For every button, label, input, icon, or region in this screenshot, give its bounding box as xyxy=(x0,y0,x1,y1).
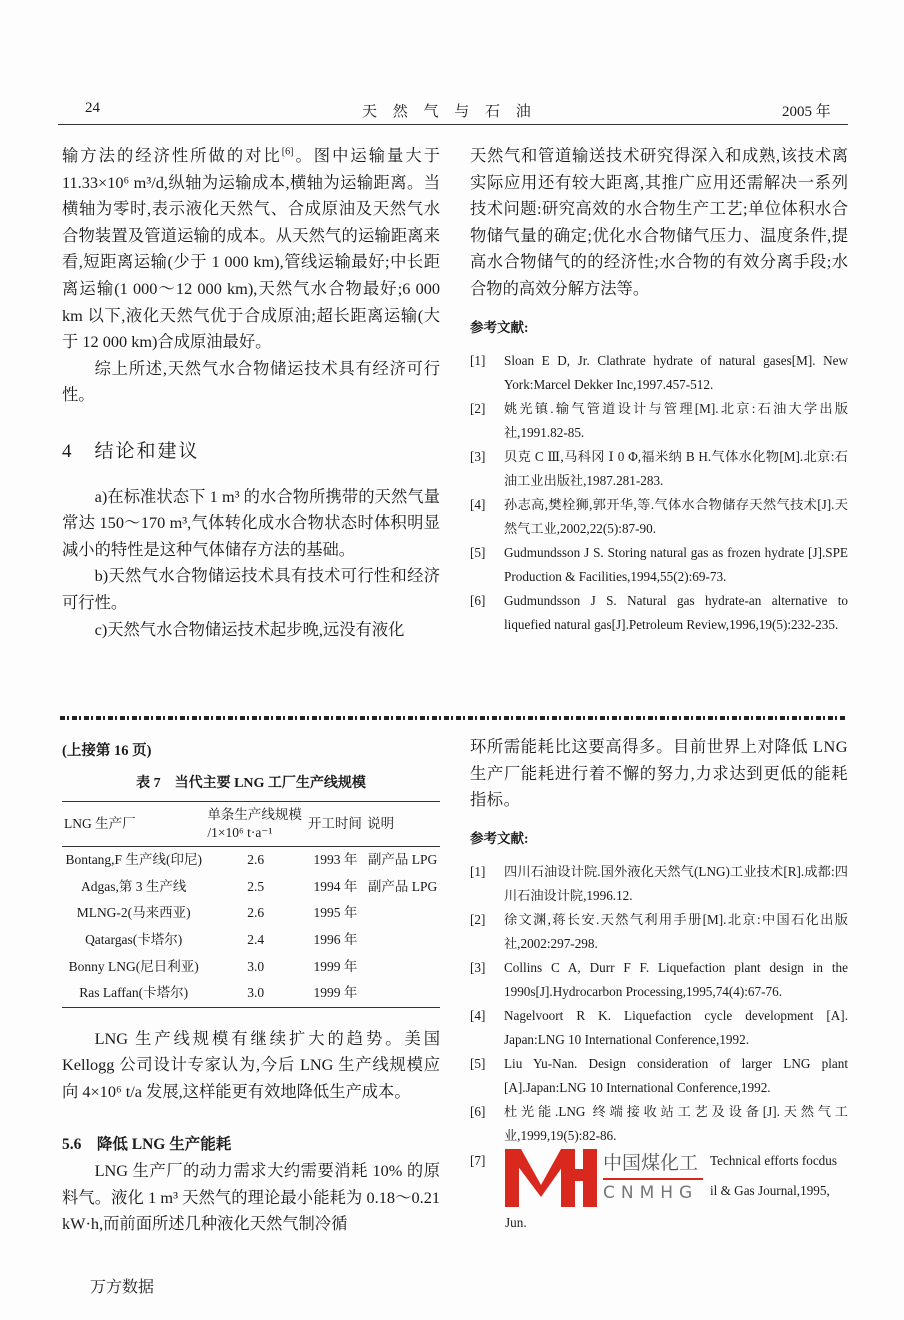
column-header xyxy=(205,802,306,847)
paragraph xyxy=(62,143,440,356)
paragraph: a)在标准状态下 1 m³ 的水合物所携带的天然气量常达 150～170 m³,气体转化成水合物状态时体积明显减小的特性是这种气体储存方法的基础。 xyxy=(62,486,440,559)
reference-item xyxy=(470,493,848,540)
ref-text: Sloan E D, Jr. Clathrate hydrate of natural gases[M]. New York:Marcel Dekker Inc,1997.457-512. xyxy=(504,353,848,392)
ref-text: il & Gas Journal,1995, xyxy=(710,1183,830,1199)
reference-item xyxy=(470,860,848,907)
ref-text: 贝克 C Ⅲ,马科冈 Ⅰ 0 Φ,福米纳 B H.气体水化物[M].北京:石油工业出版社,1987.281-283. xyxy=(504,449,848,488)
column-header: LNG 生产厂 xyxy=(62,802,205,847)
ref-text: Liu Yu-Nan. Design consideration of larger LNG plant [A].Japan:LNG 10 International Conference,1992. xyxy=(504,1056,848,1095)
ref-text: Collins C A, Durr F F. Liquefaction plant design in the 1990s[J].Hydrocarbon Processing,1995,74(4):67-76. xyxy=(504,960,848,999)
paragraph: 天然气和管道输送技术研究得深入和成熟,该技术离实际应用还有较大距离,其推广应用还需解决一系列技术问题:研究高效的水合物生产工艺;单位体积水合物储气量的确定;优化水合物储气压力、温度条件,提高水合物储气的的经济性;水合物的有效分离手段;水合物的高效分解方法等。 xyxy=(470,146,848,298)
reference-item xyxy=(470,1100,848,1147)
ref-text: 姚光镇.输气管道设计与管理[M].北京:石油大学出版社,1991.82-85. xyxy=(504,401,848,440)
ref-text: Gudmundsson J S. Natural gas hydrate-an alternative to liquefied natural gas[J].Petroleum Review,1996,19(5):232-235. xyxy=(504,593,848,632)
right-column-top xyxy=(470,143,848,637)
cell xyxy=(365,954,440,981)
cell: MLNG-2(马来西亚) xyxy=(76,905,191,921)
paragraph: 综上所述,天然气水合物储运技术具有经济可行性。 xyxy=(62,358,440,405)
mh-logo-icon xyxy=(505,1149,597,1209)
journal-title: 天 然 气 与 石 油 xyxy=(362,104,537,120)
ref-number: [4] xyxy=(470,497,486,513)
cell: 副产品 LPG xyxy=(367,878,438,894)
cell: Adgas,第 3 生产线 xyxy=(81,878,187,894)
cell: 1995 年 xyxy=(313,905,358,921)
column-header: 开工时间 xyxy=(306,802,365,847)
ref-text: 徐文渊,蒋长安.天然气利用手册[M].北京:中国石化出版社,2002:297-298. xyxy=(504,912,848,951)
cell: 2.6 xyxy=(247,852,265,868)
continued-note: (上接第 16 页) xyxy=(62,743,152,759)
table-row xyxy=(62,874,440,901)
cell: 2.6 xyxy=(247,905,265,921)
left-column-top xyxy=(62,143,440,643)
cell: 1999 年 xyxy=(313,958,358,974)
ref-number: [2] xyxy=(470,401,486,417)
reference-list xyxy=(470,860,848,1147)
right-column-bottom xyxy=(470,734,848,1235)
ref-text: Jun. xyxy=(505,1215,527,1231)
cell: 1996 年 xyxy=(313,931,358,947)
cell: 1994 年 xyxy=(313,878,358,894)
ref-number: [6] xyxy=(470,1104,486,1120)
ref-number: [3] xyxy=(470,449,486,465)
paragraph: c)天然气水合物储运技术起步晚,远没有液化 xyxy=(94,619,405,639)
cell: 副产品 LPG xyxy=(367,852,438,868)
ref-number: [7] xyxy=(470,1153,486,1169)
reference-list xyxy=(470,349,848,636)
cell: 1999 年 xyxy=(313,985,358,1001)
header-line: 单条生产线规模 xyxy=(207,807,302,823)
cell: Bontang,F 生产线(印尼) xyxy=(65,852,202,868)
paragraph: LNG 生产线规模有继续扩大的趋势。美国 Kellogg 公司设计专家认为,今后 LNG 生产线规模应向 4×10⁶ t/a 发展,这样能更有效地降低生产成本。 xyxy=(62,1028,440,1101)
table-row xyxy=(62,927,440,954)
ref-number: [6] xyxy=(470,593,486,609)
paragraph: LNG 生产厂的动力需求大约需要消耗 10% 的原料气。液化 1 m³ 天然气的理论最小能耗为 0.18～0.21 kW·h,而前面所述几种液化天然气制冷循 xyxy=(62,1161,440,1234)
table-row xyxy=(62,954,440,981)
cell xyxy=(365,980,440,1007)
table-row xyxy=(62,847,440,874)
article-separator xyxy=(60,716,846,720)
page-number: 24 xyxy=(85,100,100,116)
section-heading: 5.6 降低 LNG 生产能耗 xyxy=(62,1135,232,1153)
reference-item xyxy=(470,1004,848,1051)
reference-item xyxy=(470,1052,848,1099)
ref-text: 四川石油设计院.国外液化天然气(LNG)工业技术[R].成都:四川石油设计院,1996.12. xyxy=(504,864,848,903)
ref-text: Gudmundsson J S. Storing natural gas as frozen hydrate [J].SPE Production & Facilities,1994,55(2):69-73. xyxy=(504,545,848,584)
cell: 3.0 xyxy=(247,958,265,974)
reference-item xyxy=(470,541,848,588)
reference-item xyxy=(470,908,848,955)
ref-number: [5] xyxy=(470,1056,486,1072)
reference-item-7 xyxy=(470,1149,848,1235)
table-row xyxy=(62,900,440,927)
issue-year: 2005 年 xyxy=(782,104,831,120)
ref-text: 孙志高,樊栓狮,郭开华,等.气体水合物储存天然气技术[J].天然气工业,2002,22(5):87-90. xyxy=(504,497,848,536)
cell: 2.5 xyxy=(247,878,265,894)
reference-item xyxy=(470,445,848,492)
table-header-row xyxy=(62,802,440,847)
reference-item xyxy=(470,397,848,444)
references-heading: 参考文献: xyxy=(470,830,529,846)
ref-number: [4] xyxy=(470,1008,486,1024)
header-unit: /1×10⁶ t·a⁻¹ xyxy=(207,825,273,841)
lng-plant-table xyxy=(62,801,440,1008)
paragraph: 环所需能耗比这要高得多。目前世界上对降低 LNG 生产厂能耗进行着不懈的努力,力求达到更低的能耗指标。 xyxy=(470,737,848,810)
text: 输方法的经济性所做的对比 xyxy=(62,146,282,165)
ref-text: Technical efforts focdus xyxy=(710,1153,837,1169)
ref-number: [1] xyxy=(470,353,486,369)
cell: 3.0 xyxy=(247,985,265,1001)
reference-item xyxy=(470,956,848,1003)
cell xyxy=(365,900,440,927)
paragraph: b)天然气水合物储运技术具有技术可行性和经济可行性。 xyxy=(62,566,440,612)
watermark-rule xyxy=(603,1178,703,1180)
section-heading: 4 结论和建议 xyxy=(62,440,200,462)
reference-item xyxy=(470,589,848,636)
watermark-logo xyxy=(505,1149,705,1209)
ref-number: [3] xyxy=(470,960,486,976)
column-header: 说明 xyxy=(365,802,440,847)
watermark-cn: 中国煤化工 xyxy=(603,1152,699,1175)
left-column-bottom xyxy=(62,738,440,1238)
table-row xyxy=(62,980,440,1007)
ref-number: [5] xyxy=(470,545,486,561)
cell: Qatargas(卡塔尔) xyxy=(85,931,183,947)
watermark-en: CNMHG xyxy=(603,1183,699,1204)
ref-text: Nagelvoort R K. Liquefaction cycle development [A]. Japan:LNG 10 International Conference,1992. xyxy=(504,1008,848,1047)
cell xyxy=(365,927,440,954)
table-caption: 表 7 当代主要 LNG 工厂生产线规模 xyxy=(136,775,366,791)
text: 。图中运输量大于11.33×10⁶ m³/d,纵轴为运输成本,横轴为运输距离。当横轴为零时,表示液化天然气、合成原油及天然气水合物装置及管道运输的成本。从天然气的运输距离来看,短距离运输(少于 1 000 km),管线运输最好;中长距离运输(1 000～12 000 km),天然气水合物最好;6 000 km 以下,液化天然气优于合成原油;超长距离运输(大于 12 000 km)合成原油最好。 xyxy=(62,146,440,352)
source-footer: 万方数据 xyxy=(90,1277,155,1296)
ref-text: 杜光能.LNG 终端接收站工艺及设备[J].天然气工业,1999,19(5):82-86. xyxy=(504,1104,848,1143)
reference-item xyxy=(470,349,848,396)
cell: Ras Laffan(卡塔尔) xyxy=(79,985,189,1001)
cell: 1993 年 xyxy=(313,852,358,868)
ref-number: [2] xyxy=(470,912,486,928)
ref-number: [1] xyxy=(470,864,486,880)
cell: Bonny LNG(尼日利亚) xyxy=(68,958,199,974)
header-rule xyxy=(58,124,848,125)
references-heading: 参考文献: xyxy=(470,319,529,335)
cell: 2.4 xyxy=(247,931,265,947)
citation: [6] xyxy=(281,146,294,158)
